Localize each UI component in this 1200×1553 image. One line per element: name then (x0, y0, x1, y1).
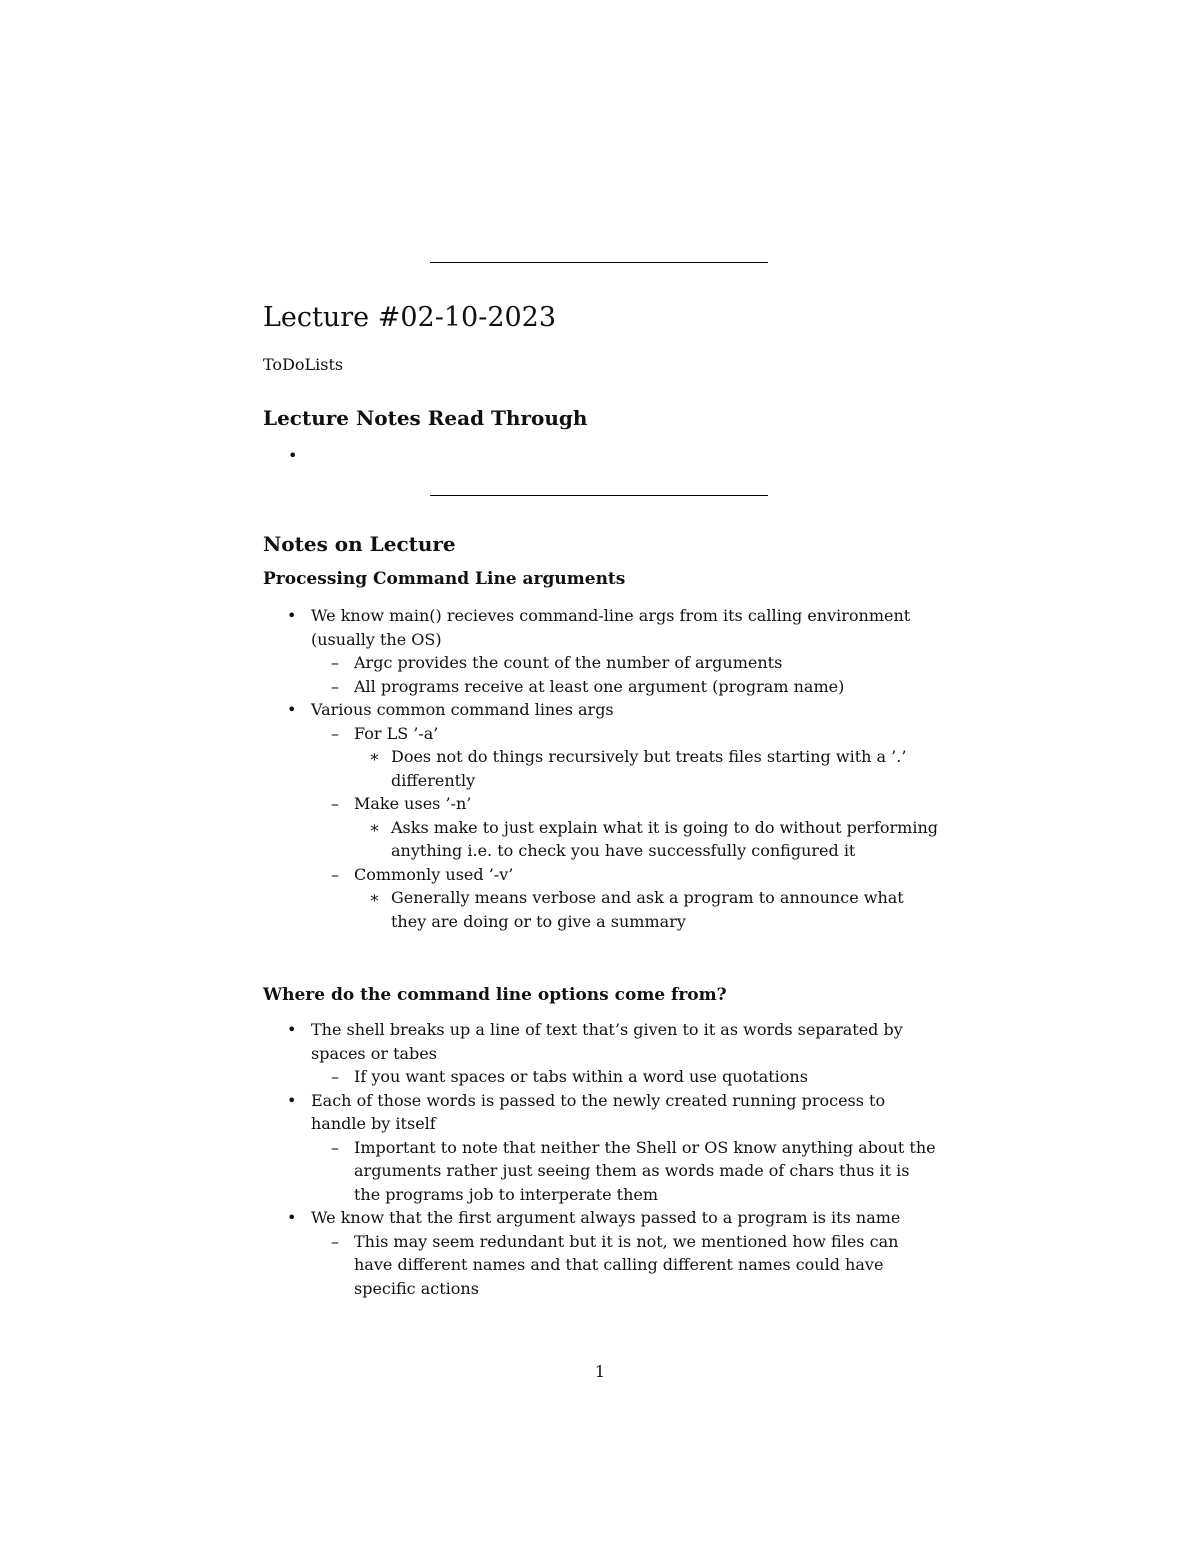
star-marker: ∗ (369, 888, 380, 907)
list-item (263, 722, 938, 746)
list-item-text: Make uses ’-n’ (354, 794, 472, 813)
list-item (263, 1206, 938, 1230)
list-item-text: Commonly used ’-v’ (354, 864, 514, 884)
processing-list (263, 604, 938, 933)
list-item-text: Argc provides the count of the number of arguments (354, 653, 783, 672)
list-item (263, 698, 938, 722)
empty-bullet: • (288, 446, 298, 465)
list-item-text: For LS ’-a’ (354, 723, 439, 743)
page-title: Lecture #02-10-2023 (263, 302, 557, 333)
list-item (263, 745, 938, 792)
list-item-text: The shell breaks up a line of text that’s given to it as words separated by spaces or tabes (311, 1020, 903, 1063)
dash-marker: – (331, 653, 339, 672)
options-list (263, 1018, 938, 1300)
bullet-marker: • (287, 1208, 297, 1227)
list-item (263, 651, 938, 675)
list-item-text: If you want spaces or tabs within a word use quotations (354, 1067, 808, 1086)
section-heading-read-through: Lecture Notes Read Through (263, 406, 588, 430)
bullet-marker: • (287, 606, 297, 625)
list-item (263, 1018, 938, 1065)
list-item-text: All programs receive at least one argument (program name) (354, 676, 845, 696)
subsection-heading-options: Where do the command line options come from? (263, 985, 727, 1005)
horizontal-rule-middle (430, 495, 768, 496)
list-item-text: Various common command lines args (311, 700, 614, 719)
list-item-text: Does not do things recursively but treats files starting with a ’.’ differently (391, 747, 907, 790)
star-marker: ∗ (369, 817, 380, 837)
horizontal-rule-top (430, 262, 768, 263)
list-item-text: Important to note that neither the Shell or OS know anything about the arguments rather just seeing them as words made of chars thus it is the programs job to interperate them (354, 1137, 936, 1204)
subsection-heading-processing: Processing Command Line arguments (263, 569, 626, 589)
dash-marker: – (331, 1231, 339, 1251)
list-item-text: Asks make to just explain what it is going to do without performing anything i.e. to check you have successfully configured it (391, 817, 938, 860)
dash-marker: – (331, 1137, 339, 1157)
dash-marker: – (331, 864, 339, 884)
list-item (263, 863, 938, 887)
list-item-text: We know main() recieves command-line args from its calling environment (usually the OS) (311, 606, 911, 649)
dash-marker: – (331, 723, 339, 743)
page-subtitle: ToDoLists (263, 355, 344, 374)
page-number: 1 (594, 1362, 606, 1381)
dash-marker: – (331, 794, 339, 813)
list-item (263, 886, 938, 933)
list-item (263, 1136, 938, 1207)
list-item-text: Generally means verbose and ask a program to announce what they are doing or to give a summary (391, 888, 904, 931)
list-item-text: This may seem redundant but it is not, we mentioned how files can have different names and that calling different names could have specific actions (354, 1231, 899, 1298)
star-marker: ∗ (369, 747, 380, 766)
list-item (263, 816, 938, 863)
list-item (263, 1230, 938, 1301)
list-item (263, 1089, 938, 1136)
list-item-text: We know that the first argument always passed to a program is its name (311, 1208, 901, 1227)
list-item (263, 792, 938, 816)
bullet-marker: • (287, 1020, 297, 1039)
list-item (263, 604, 938, 651)
dash-marker: – (331, 1067, 339, 1086)
bullet-marker: • (287, 1090, 297, 1110)
list-item (263, 1065, 938, 1089)
dash-marker: – (331, 676, 339, 696)
list-item (263, 675, 938, 699)
list-item-text: Each of those words is passed to the newly created running process to handle by itself (311, 1090, 886, 1133)
bullet-marker: • (287, 700, 297, 719)
section-heading-notes: Notes on Lecture (263, 532, 456, 556)
